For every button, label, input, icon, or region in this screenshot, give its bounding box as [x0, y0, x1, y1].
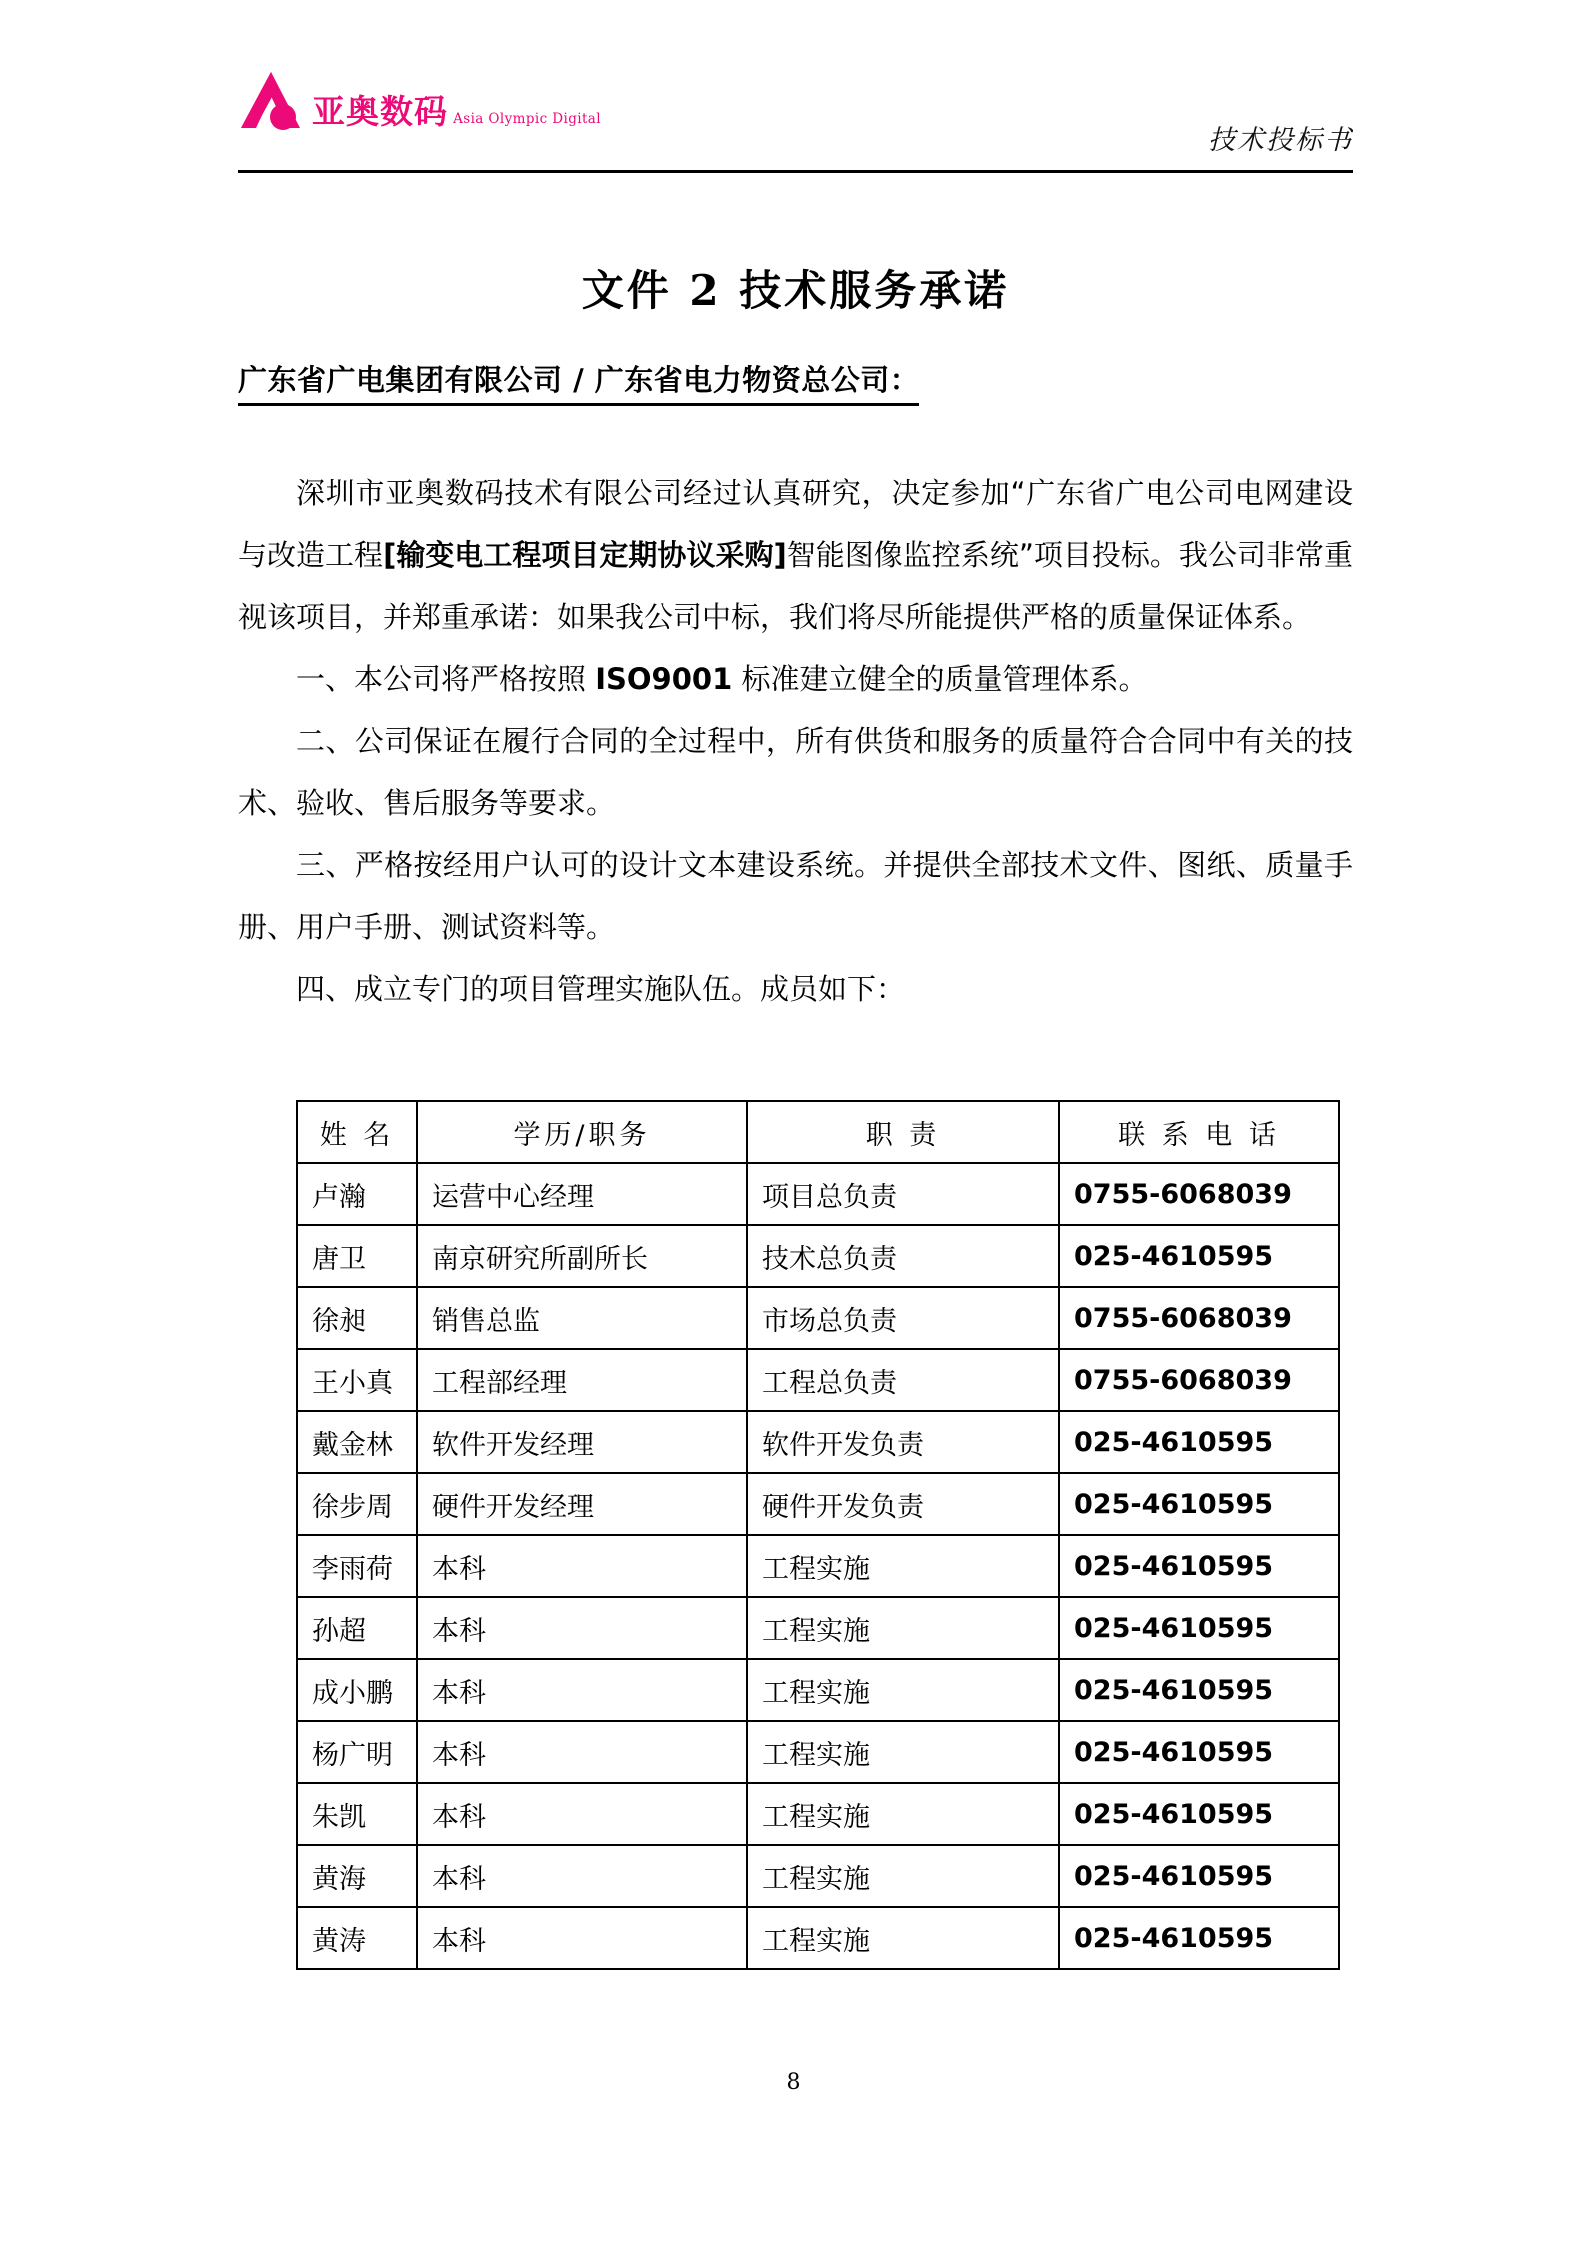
page-title: 文件 2 技术服务承诺	[581, 266, 1010, 316]
cell-phone: 025-4610595	[1059, 1907, 1339, 1969]
cell-name: 李雨荷	[297, 1535, 417, 1597]
cell-duty: 市场总负责	[747, 1287, 1059, 1349]
item-1-part2: 标准建立健全的质量管理体系。	[732, 662, 1148, 696]
body-content	[238, 462, 1353, 1020]
table-row	[297, 1163, 1339, 1225]
logo-chinese-name: 亚奥数码	[312, 92, 448, 132]
table-row	[297, 1597, 1339, 1659]
paragraph-intro	[238, 462, 1353, 648]
cell-name: 杨广明	[297, 1721, 417, 1783]
column-header-phone: 联 系 电 话	[1059, 1101, 1339, 1163]
cell-name: 王小真	[297, 1349, 417, 1411]
table-row	[297, 1721, 1339, 1783]
cell-phone: 0755-6068039	[1059, 1349, 1339, 1411]
logo-english-name: Asia Olympic Digital	[453, 111, 601, 128]
column-header-title: 学历/职务	[417, 1101, 747, 1163]
cell-title: 硬件开发经理	[417, 1473, 747, 1535]
cell-name: 朱凯	[297, 1783, 417, 1845]
project-team-table	[296, 1100, 1340, 1970]
cell-title: 本科	[417, 1597, 747, 1659]
cell-title: 运营中心经理	[417, 1163, 747, 1225]
cell-title: 软件开发经理	[417, 1411, 747, 1473]
cell-duty: 项目总负责	[747, 1163, 1059, 1225]
table-row	[297, 1349, 1339, 1411]
paragraph-intro-part1: 深圳市亚奥数码技术有限公司经过认真研究，决定参加“广东省广电公司电网建设与改造工程	[238, 476, 1353, 572]
cell-title: 本科	[417, 1845, 747, 1907]
cell-duty: 硬件开发负责	[747, 1473, 1059, 1535]
cell-title: 本科	[417, 1721, 747, 1783]
header-divider	[238, 170, 1353, 173]
column-header-name: 姓 名	[297, 1101, 417, 1163]
cell-name: 黄涛	[297, 1907, 417, 1969]
cell-phone: 025-4610595	[1059, 1535, 1339, 1597]
cell-duty: 工程实施	[747, 1597, 1059, 1659]
table-row	[297, 1411, 1339, 1473]
cell-name: 成小鹏	[297, 1659, 417, 1721]
column-header-duty: 职 责	[747, 1101, 1059, 1163]
cell-name: 徐昶	[297, 1287, 417, 1349]
table-row	[297, 1783, 1339, 1845]
page-number: 8	[786, 2070, 801, 2095]
cell-duty: 工程实施	[747, 1535, 1059, 1597]
table-row	[297, 1535, 1339, 1597]
page-header	[238, 70, 1353, 165]
cell-duty: 工程实施	[747, 1907, 1059, 1969]
cell-title: 南京研究所副所长	[417, 1225, 747, 1287]
cell-name: 孙超	[297, 1597, 417, 1659]
paragraph-item-1	[238, 648, 1353, 710]
cell-name: 徐步周	[297, 1473, 417, 1535]
cell-phone: 025-4610595	[1059, 1597, 1339, 1659]
table-row	[297, 1225, 1339, 1287]
table-row	[297, 1907, 1339, 1969]
cell-phone: 0755-6068039	[1059, 1287, 1339, 1349]
cell-phone: 025-4610595	[1059, 1721, 1339, 1783]
cell-duty: 工程总负责	[747, 1349, 1059, 1411]
cell-duty: 软件开发负责	[747, 1411, 1059, 1473]
cell-phone: 025-4610595	[1059, 1473, 1339, 1535]
paragraph-intro-bracket: [输变电工程项目定期协议采购]	[383, 538, 787, 572]
table-row	[297, 1845, 1339, 1907]
cell-title: 销售总监	[417, 1287, 747, 1349]
cell-phone: 025-4610595	[1059, 1659, 1339, 1721]
header-document-type: 技术投标书	[1208, 125, 1353, 156]
triangle-dot-logo-icon	[238, 70, 304, 132]
cell-title: 本科	[417, 1783, 747, 1845]
paragraph-intro-part2: 智能图像监控系统”项目投标。我公司非常重视该项目，并郑重承诺：如果我公司中标，我们将尽所能提供严格的质量保证体系。	[238, 538, 1353, 634]
paragraph-item-4: 四、成立专门的项目管理实施队伍。成员如下：	[296, 972, 906, 1006]
cell-phone: 0755-6068039	[1059, 1163, 1339, 1225]
company-logo	[238, 70, 601, 132]
cell-title: 工程部经理	[417, 1349, 747, 1411]
table-body	[297, 1163, 1339, 1969]
cell-name: 黄海	[297, 1845, 417, 1907]
cell-duty: 工程实施	[747, 1783, 1059, 1845]
cell-duty: 工程实施	[747, 1659, 1059, 1721]
table-row	[297, 1287, 1339, 1349]
cell-duty: 工程实施	[747, 1845, 1059, 1907]
table-row	[297, 1659, 1339, 1721]
addressee-line: 广东省广电集团有限公司 / 广东省电力物资总公司：	[238, 358, 919, 406]
cell-name: 戴金林	[297, 1411, 417, 1473]
table-row	[297, 1473, 1339, 1535]
cell-title: 本科	[417, 1535, 747, 1597]
cell-phone: 025-4610595	[1059, 1783, 1339, 1845]
cell-title: 本科	[417, 1907, 747, 1969]
paragraph-item-3: 三、严格按经用户认可的设计文本建设系统。并提供全部技术文件、图纸、质量手册、用户手册、测试资料等。	[238, 848, 1353, 944]
cell-title: 本科	[417, 1659, 747, 1721]
cell-duty: 技术总负责	[747, 1225, 1059, 1287]
table-header-row	[297, 1101, 1339, 1163]
paragraph-item-2: 二、公司保证在履行合同的全过程中，所有供货和服务的质量符合合同中有关的技术、验收、售后服务等要求。	[238, 724, 1353, 820]
cell-duty: 工程实施	[747, 1721, 1059, 1783]
cell-phone: 025-4610595	[1059, 1411, 1339, 1473]
item-1-part1: 一、本公司将严格按照	[296, 662, 596, 696]
cell-phone: 025-4610595	[1059, 1225, 1339, 1287]
table-head	[297, 1101, 1339, 1163]
cell-phone: 025-4610595	[1059, 1845, 1339, 1907]
cell-name: 卢瀚	[297, 1163, 417, 1225]
cell-name: 唐卫	[297, 1225, 417, 1287]
logo-text	[312, 92, 601, 132]
item-1-standard: ISO9001	[595, 662, 733, 696]
